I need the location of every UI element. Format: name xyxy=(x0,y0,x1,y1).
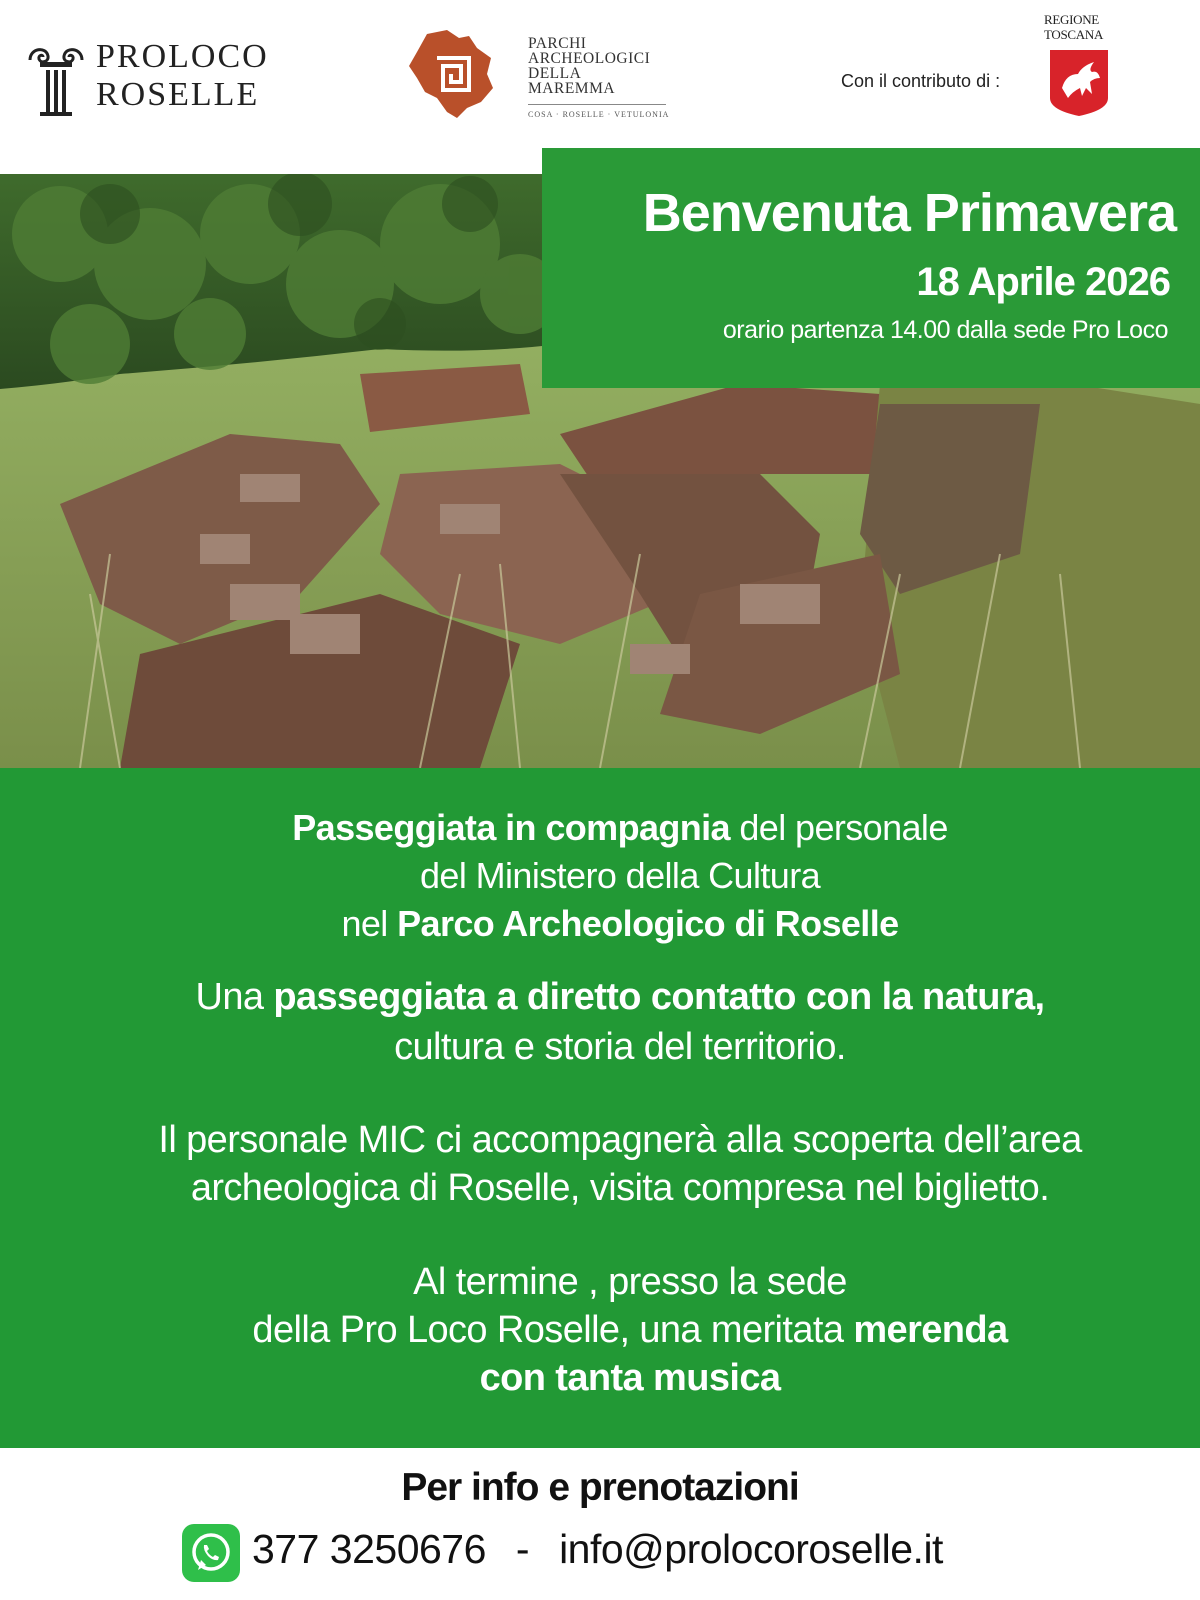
p3-line2: archeologica di Roselle, visita compresa nel biglietto. xyxy=(190,1167,1050,1209)
p3-line1: Il personale MIC ci accompagnerà alla scoperta dell’area xyxy=(158,1119,1082,1161)
regione-toscana-logo xyxy=(1044,12,1118,122)
event-title-box xyxy=(542,148,1200,388)
pegasus-shield-icon xyxy=(1048,48,1110,118)
p2-line2: cultura e storia del territorio. xyxy=(394,1026,846,1068)
p4-line2-pre: della Pro Loco Roselle, una meritata xyxy=(252,1309,854,1351)
info-heading: Per info e prenotazioni xyxy=(401,1466,799,1509)
p1-bold-phrase: Passeggiata in compagnia xyxy=(292,807,730,848)
p1-line3-pre: nel xyxy=(341,903,398,944)
contributo-label: Con il contributo di : xyxy=(841,71,1001,91)
regione-line-1: REGIONE xyxy=(1044,12,1099,27)
description-paragraph-2 xyxy=(0,972,1200,1072)
contact-separator: - xyxy=(515,1526,530,1572)
description-paragraph-4 xyxy=(0,1258,1200,1402)
proloco-roselle-logo xyxy=(26,38,286,122)
description-paragraph-1 xyxy=(0,804,1200,948)
proloco-line-2: ROSELLE xyxy=(96,76,260,113)
tuscany-map-icon xyxy=(407,28,495,120)
parchi-line-2: ARCHEOLOGICI xyxy=(528,50,651,67)
parchi-line-4: MAREMMA xyxy=(528,80,616,97)
event-description xyxy=(0,768,1200,1448)
regione-line-2: TOSCANA xyxy=(1044,27,1104,42)
phone-number[interactable]: 377 3250676 xyxy=(252,1526,486,1572)
p2-line1-pre: Una xyxy=(195,976,274,1018)
p1-line3-bold: Parco Archeologico di Roselle xyxy=(397,903,899,944)
whatsapp-icon[interactable] xyxy=(182,1524,240,1582)
parchi-archeologici-logo xyxy=(395,24,685,124)
event-title: Benvenuta Primavera xyxy=(642,183,1176,243)
contact-row xyxy=(182,1522,1082,1582)
ionic-column-icon xyxy=(26,42,86,118)
email-link[interactable]: info@prolocoroselle.it xyxy=(559,1526,943,1572)
p2-line1-bold: passeggiata a diretto contatto con la natura, xyxy=(273,976,1045,1018)
parchi-divider xyxy=(528,104,666,105)
p4-line2-bold: merenda xyxy=(853,1309,1008,1351)
p1-line1-rest: del personale xyxy=(729,807,948,848)
p4-line3-bold: con tanta musica xyxy=(479,1357,781,1399)
parchi-line-3: DELLA xyxy=(528,65,582,82)
event-time: orario partenza 14.00 dalla sede Pro Loco xyxy=(722,316,1168,344)
proloco-line-1: PROLOCO xyxy=(96,38,269,75)
header xyxy=(0,0,1200,148)
p4-line1: Al termine , presso la sede xyxy=(413,1261,847,1303)
contact-text xyxy=(252,1526,943,1573)
event-date: 18 Aprile 2026 xyxy=(916,260,1170,304)
p1-line2: del Ministero della Cultura xyxy=(420,855,820,896)
description-paragraph-3 xyxy=(0,1116,1200,1212)
parchi-subtitle: COSA · ROSELLE · VETULONIA xyxy=(528,110,670,119)
parchi-line-1: PARCHI xyxy=(528,35,587,52)
